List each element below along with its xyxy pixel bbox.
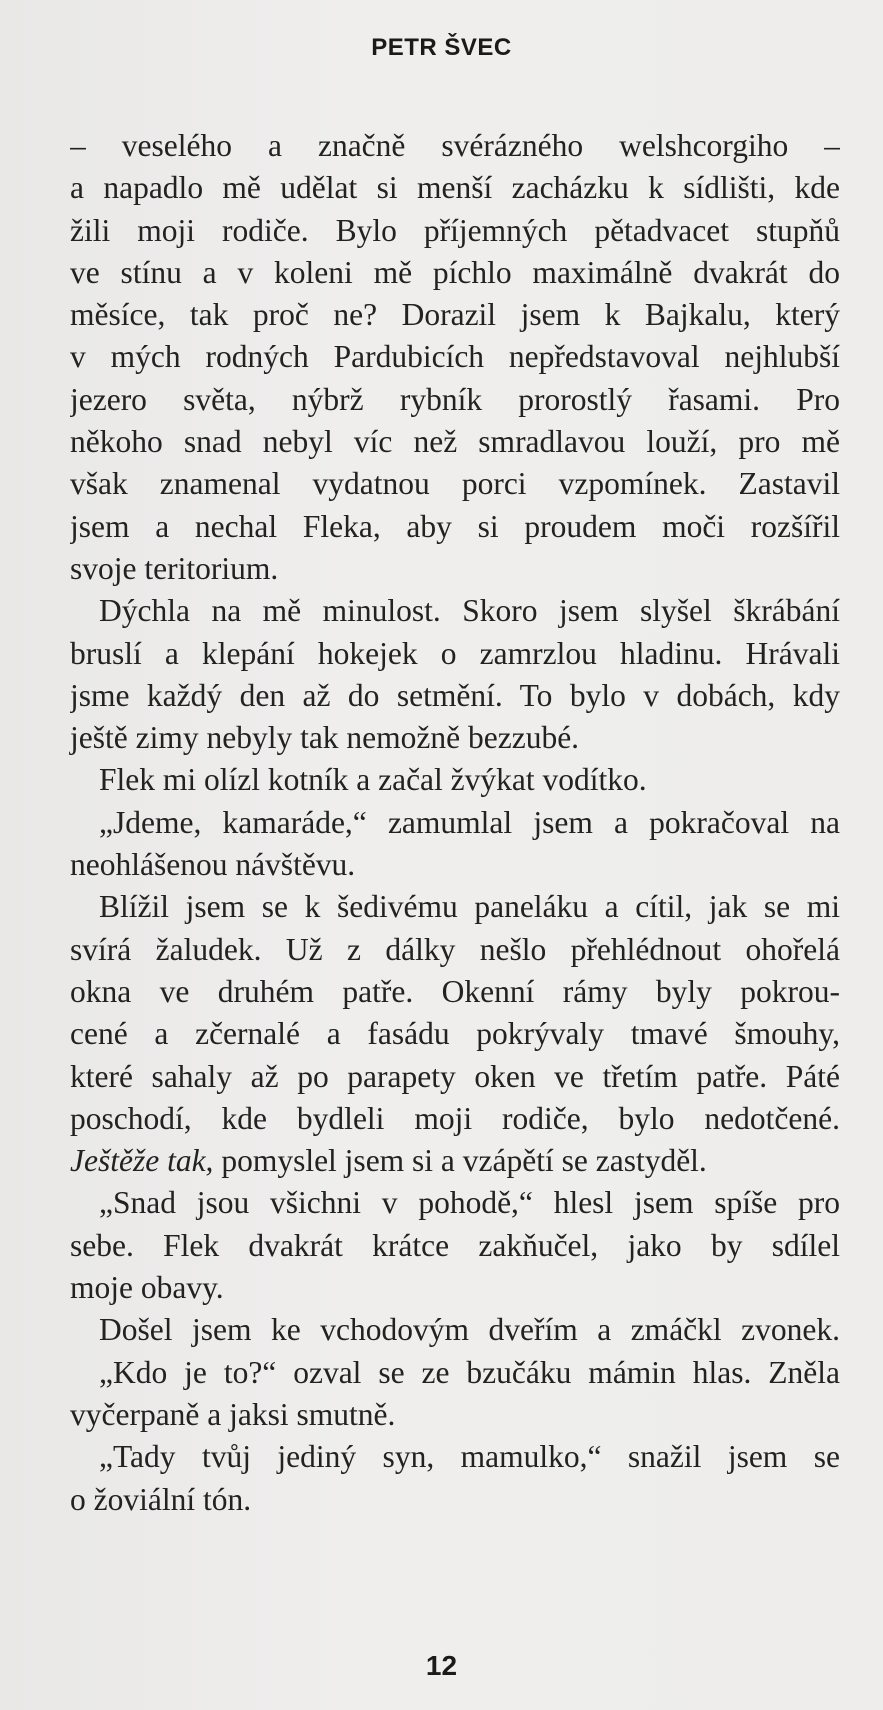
text-line: však znamenal vydatnou porci vzpomínek. Zastavil [70, 466, 840, 502]
text-line: svoje teritorium. [70, 550, 279, 586]
text-line: okna ve druhém patře. Okenní rámy byly pokrou- [70, 973, 840, 1009]
text-line: žili moji rodiče. Bylo příjemných pětadvacet stupňů [70, 212, 840, 248]
text-line: sebe. Flek dvakrát krátce zakňučel, jako by sdílel [70, 1227, 840, 1263]
text-line: Došel jsem ke vchodovým dveřím a zmáčkl zvonek. [99, 1312, 840, 1348]
text-line: někoho snad nebyl víc než smradlavou louží, pro mě [70, 424, 840, 460]
text-line-rest: pomyslel jsem si a vzápětí se zastyděl. [213, 1143, 707, 1179]
text-line: poschodí, kde bydleli moji rodiče, bylo nedotčené. [70, 1100, 840, 1136]
text-line: Flek mi olízl kotník a začal žvýkat vodítko. [99, 762, 647, 798]
text-line: bruslí a klepání hokejek o zamrzlou hladinu. Hrávali [70, 635, 840, 671]
running-head-author: PETR ŠVEC [371, 34, 512, 61]
text-line: a napadlo mě udělat si menší zacházku k sídlišti, kde [70, 170, 840, 206]
page-number: 12 [425, 1650, 458, 1681]
text-line: „Kdo je to?“ ozval se ze bzučáku mámin hlas. Zněla [99, 1354, 840, 1390]
text-line: neohlášenou návštěvu. [70, 847, 356, 883]
text-line: „Jdeme, kamaráde,“ zamumlal jsem a pokračoval na [99, 804, 840, 840]
text-line: o žoviální tón. [70, 1481, 252, 1517]
text-line: ještě zimy nebyly tak nemožně bezzubé. [70, 720, 580, 756]
text-line: které sahaly až po parapety oken ve třetím patře. Páté [70, 1058, 840, 1094]
text-line: cené a zčernalé a fasádu pokrývaly tmavé šmouhy, [70, 1016, 840, 1052]
text-line: moje obavy. [70, 1270, 224, 1306]
text-line: Dýchla na mě minulost. Skoro jsem slyšel škrábání [99, 593, 840, 629]
text-line: „Snad jsou všichni v pohodě,“ hlesl jsem spíše pro [99, 1185, 840, 1221]
text-line: Blížil jsem se k šedivému paneláku a cítil, jak se mi [99, 889, 840, 925]
text-line: – veselého a značně svérázného welshcorgiho – [70, 128, 840, 163]
body-text [70, 125, 840, 1521]
text-line: svírá žaludek. Už z dálky nešlo přehlédnout ohořelá [70, 931, 840, 967]
text-line: jsme každý den až do setmění. To bylo v dobách, kdy [70, 677, 840, 713]
text-line: ve stínu a v koleni mě píchlo maximálně dvakrát do [70, 254, 840, 290]
text-line [70, 1140, 840, 1182]
italic-phrase: Ještěže tak, [70, 1143, 214, 1179]
text-line: „Tady tvůj jediný syn, mamulko,“ snažil jsem se [99, 1439, 840, 1475]
text-line: měsíce, tak proč ne? Dorazil jsem k Bajkalu, který [70, 297, 840, 333]
text-line: v mých rodných Pardubicích nepředstavoval nejhlubší [70, 339, 840, 375]
text-line: vyčerpaně a jaksi smutně. [70, 1396, 396, 1432]
text-line: jsem a nechal Fleka, aby si proudem moči rozšířil [70, 508, 840, 544]
text-line: jezero světa, nýbrž rybník prorostlý řasami. Pro [70, 381, 840, 417]
